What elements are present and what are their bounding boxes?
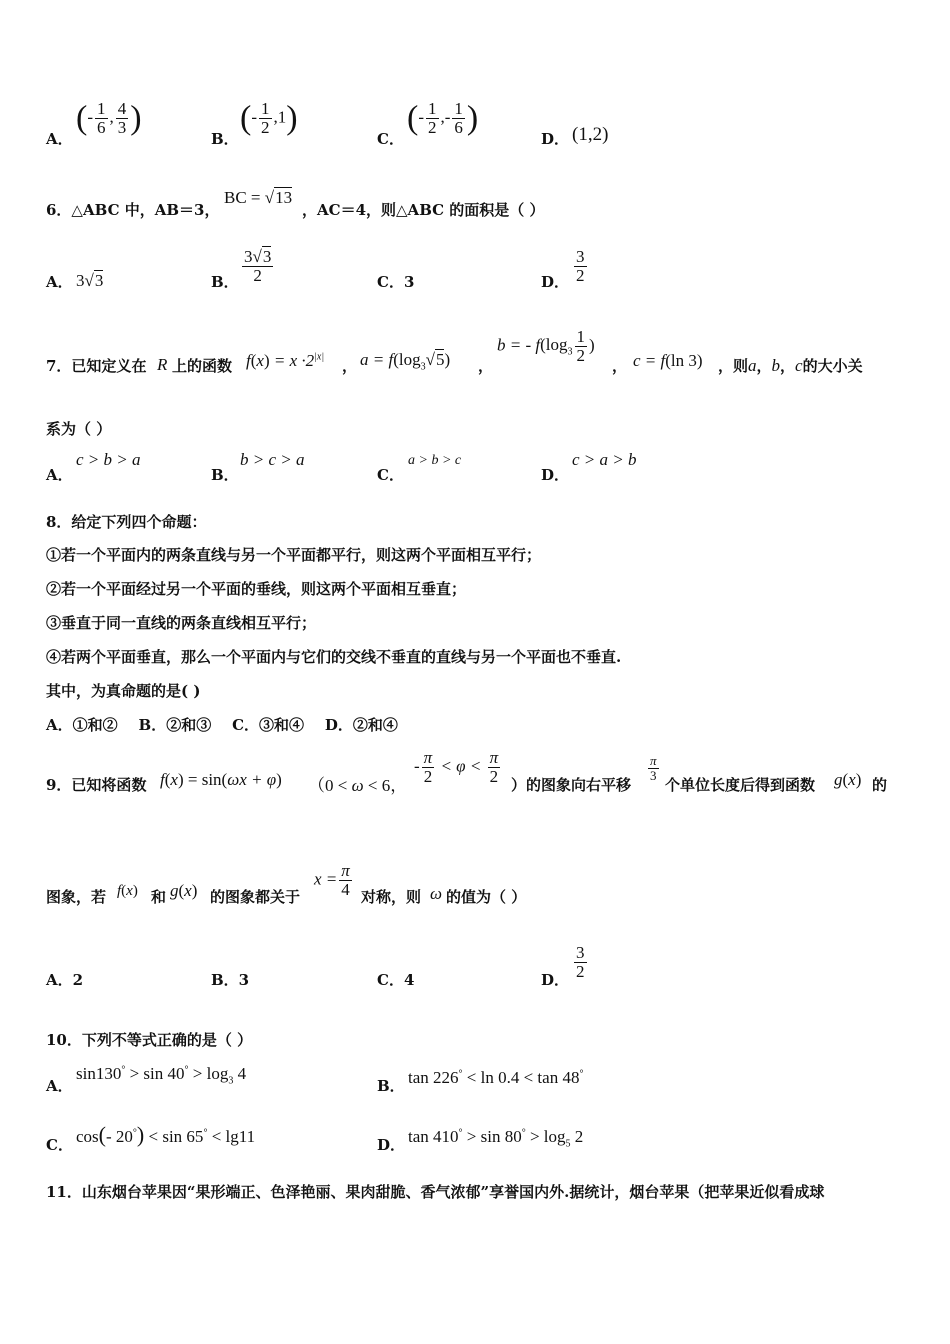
q5-option-b-label: B． [211, 130, 239, 148]
q6-option-c: C．3 [377, 273, 415, 291]
q6-option-d-expr: $\frac{3}{2}$ [576, 247, 585, 285]
q7-option-c-expr: a > b > c [408, 453, 462, 468]
q7-comma-3: ， [612, 357, 628, 375]
q9-gx-2: g(x) [170, 881, 198, 900]
q10-option-a-expr: $\sin 130^\circ > \sin 40^\circ > \log_3 4$ [76, 1064, 247, 1087]
q6-bc-expr: BC = √13 [224, 188, 293, 207]
q7-option-c-label: C． [377, 466, 404, 484]
q7-a-def: $a = f(\log_3√5)$ [360, 350, 451, 373]
q7-comma-1: ， [342, 357, 358, 375]
q10-option-c-expr: cos(- 20°) < sin 65° < lg11 [76, 1122, 256, 1147]
q5-option-d-label: D． [541, 130, 570, 148]
q7-set-r: R [157, 355, 168, 374]
q9-condition-omega: （0 < ω < 6， [308, 776, 408, 795]
q5-option-a-expr: (- $\frac{1}{6}$ , $\frac{4}{3}$ ) [76, 99, 142, 137]
q6-option-d-label: D． [541, 273, 570, 291]
q5-option-a-label: A． [46, 130, 73, 148]
q7-option-b-label: B． [211, 466, 239, 484]
q6-stem-tail: ，AC＝4，则△ABC 的面积是（ ） [302, 201, 545, 219]
q7-option-a-expr: c > b > a [76, 450, 141, 469]
q9-option-d-expr: $\frac{3}{2}$ [576, 943, 585, 981]
q7-option-b-expr: b > c > a [240, 450, 305, 469]
q8-proposition-1: ①若一个平面内的两条直线与另一个平面都平行，则这两个平面相互平行； [46, 546, 542, 564]
q7-stem-then: ，则a，b，c的大小关 [718, 356, 863, 375]
q9-line2-and: 和 [151, 888, 167, 906]
q8-proposition-2: ②若一个平面经过另一个平面的垂线，则这两个平面相互垂直； [46, 580, 467, 598]
q6-option-a-label: A． [46, 273, 73, 291]
q11-stem: 11．山东烟台苹果因“果形端正、色泽艳丽、果肉甜脆、香气浓郁”享誉国内外.据统计，烟台苹果（把苹果近似看成球 [46, 1183, 825, 1201]
q5-option-c-label: C． [377, 130, 404, 148]
q10-option-a-label: A． [46, 1077, 73, 1095]
q9-line2-symmetric: 的图象都关于 [210, 888, 301, 906]
q5-option-b-expr: (- $\frac{1}{2}$ ,1) [240, 99, 298, 137]
q7-option-d-expr: c > a > b [572, 450, 637, 469]
q7-option-d-label: D． [541, 466, 570, 484]
q10-stem: 10．下列不等式正确的是（ ） [46, 1031, 253, 1049]
q9-fx: f(x) [117, 883, 138, 899]
q9-option-a: A．2 [46, 971, 84, 989]
q9-option-b: B．3 [211, 971, 250, 989]
q5-option-d-expr: (1,2) [572, 124, 609, 145]
q10-option-b-expr: tan 226° < ln 0.4 < tan 48° [408, 1068, 584, 1087]
q7-stem-end: 系为（ ） [46, 420, 112, 438]
q9-stem-de: 的 [872, 776, 888, 794]
q6-stem: 6．△ABC 中，AB＝3， [46, 201, 220, 219]
q6-option-b-label: B． [211, 273, 239, 291]
q7-stem-func-label: 上的函数 [172, 357, 233, 375]
q8-proposition-3: ③垂直于同一直线的两条直线相互平行； [46, 614, 317, 632]
q9-function: f(x) = sin(ωx + φ) [160, 770, 282, 789]
q9-axis: x = $\frac{\pi}{4}$ [314, 861, 350, 899]
q9-line2-start: 图象，若 [46, 888, 107, 906]
q7-function: $f(x) = x \cdot 2^{|x|}$ [246, 351, 325, 370]
q10-option-c-label: C． [46, 1136, 73, 1154]
q7-stem-start: 7．已知定义在 [46, 357, 147, 375]
q7-option-a-label: A． [46, 466, 73, 484]
q10-option-d-label: D． [377, 1136, 406, 1154]
q9-condition-phi: - $\frac{\pi}{2}$ < φ < $\frac{\pi}{2}$ [414, 748, 499, 786]
q9-omega: ω [430, 884, 443, 903]
q9-gx: g(x) [834, 770, 862, 789]
q8-ask: 其中，为真命题的是( ) [46, 682, 201, 700]
q8-stem: 8．给定下列四个命题： [46, 513, 207, 531]
q7-comma-2: ， [478, 357, 494, 375]
q9-line2-end: 的值为（ ） [446, 888, 527, 906]
q6-option-a-expr: 3√3 [76, 271, 104, 290]
q10-option-d-expr: $\tan 410^\circ > \sin 80^\circ > \log_5 2$ [408, 1127, 584, 1150]
q9-stem-start: 9．已知将函数 [46, 776, 147, 794]
q8-options: A．①和② B．②和③ C．③和④ D．②和④ [46, 716, 398, 734]
q7-c-def: c = f(ln 3) [633, 351, 703, 370]
q9-option-d-label: D． [541, 971, 570, 989]
q7-b-def: b = - $f(\log_3$ $\frac{1}{2}$ ) [497, 327, 595, 365]
q9-line2-then: 对称，则 [361, 888, 422, 906]
q10-option-b-label: B． [377, 1077, 405, 1095]
q9-shift-amount: $\frac{\pi}{3}$ [650, 753, 657, 783]
q8-proposition-4: ④若两个平面垂直，那么一个平面内与它们的交线不垂直的直线与另一个平面也不垂直. [46, 648, 622, 666]
q9-option-c: C．4 [377, 971, 415, 989]
q5-option-c-expr: (- $\frac{1}{2}$ ,- $\frac{1}{6}$ ) [407, 99, 479, 137]
q9-stem-result: 个单位长度后得到函数 [665, 776, 816, 794]
q9-stem-shift: ）的图象向右平移 [511, 776, 632, 794]
q6-option-b-expr: $\frac{3√3}{2}$ [244, 247, 272, 285]
